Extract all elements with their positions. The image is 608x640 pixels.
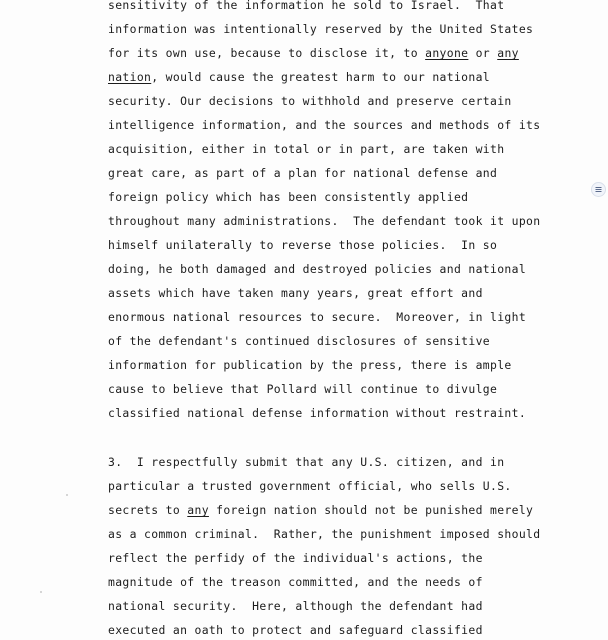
text-line — [108, 454, 504, 470]
text-line — [108, 0, 504, 13]
text-run: assets which have taken many years, great effort and — [108, 286, 483, 300]
text-run: 3. I respectfully submit that any U.S. citizen, and in — [108, 455, 505, 469]
text-run: magnitude of the treason committed, and the needs of — [108, 575, 483, 589]
text-run: enormous national resources to secure. Moreover, in light — [108, 310, 527, 324]
text-line — [108, 21, 533, 37]
text-line — [108, 285, 483, 301]
text-line — [108, 622, 483, 638]
text-run: doing, he both damaged and destroyed policies and national — [108, 262, 527, 276]
scan-speck — [40, 591, 42, 593]
text-run: of the defendant's continued disclosures of sensitive — [108, 334, 491, 348]
text-line — [108, 502, 533, 518]
text-run: classified national defense information without restraint. — [108, 406, 527, 420]
text-line — [108, 333, 490, 349]
text-run: throughout many administrations. The defendant took it upon — [108, 214, 541, 228]
text-run: security. Our decisions to withhold and preserve certain — [108, 94, 512, 108]
underlined-text: any — [187, 503, 209, 517]
text-run: himself unilaterally to reverse those policies. In so — [108, 238, 498, 252]
text-run: cause to believe that Pollard will continue to divulge — [108, 382, 498, 396]
text-line — [108, 309, 526, 325]
text-run: particular a trusted government official, who sells U.S. — [108, 479, 512, 493]
text-line — [108, 261, 526, 277]
text-line — [108, 213, 540, 229]
text-run: executed an oath to protect and safeguard classified — [108, 623, 483, 637]
side-panel-toggle-button[interactable] — [591, 182, 606, 197]
text-run: sensitivity of the information he sold to Israel. That — [108, 0, 505, 12]
text-line — [108, 189, 468, 205]
text-line — [108, 574, 483, 590]
text-line — [108, 69, 490, 85]
text-run: for its own use, because to disclose it, to — [108, 46, 426, 60]
underlined-text: anyone — [425, 46, 469, 60]
text-run: intelligence information, and the sources and methods of its — [108, 118, 541, 132]
text-run: , would cause the greatest harm to our national — [151, 70, 491, 84]
text-run: foreign policy which has been consistently applied — [108, 190, 469, 204]
text-line — [108, 550, 483, 566]
text-line — [108, 405, 526, 421]
text-line — [108, 165, 497, 181]
text-run: information was intentionally reserved by the United States — [108, 22, 534, 36]
text-line — [108, 478, 512, 494]
text-run: national security. Here, although the defendant had — [108, 599, 483, 613]
text-line — [108, 141, 504, 157]
text-line — [108, 93, 512, 109]
text-run: acquisition, either in total or in part, are taken with — [108, 142, 505, 156]
underlined-text: nation — [108, 70, 152, 84]
scan-speck — [66, 494, 68, 496]
text-line — [108, 357, 512, 373]
text-run: foreign nation should not be punished merely — [208, 503, 534, 517]
text-run: reflect the perfidy of the individual's actions, the — [108, 551, 483, 565]
text-line — [108, 381, 497, 397]
list-lines-icon — [594, 185, 603, 194]
text-run: or — [468, 46, 498, 60]
underlined-text: any — [497, 46, 519, 60]
text-line — [108, 598, 483, 614]
text-line — [108, 117, 540, 133]
text-run: secrets to — [108, 503, 188, 517]
text-run: great care, as part of a plan for national defense and — [108, 166, 498, 180]
text-run: as a common criminal. Rather, the punishment imposed should — [108, 527, 541, 541]
text-line — [108, 526, 540, 542]
text-line — [108, 237, 497, 253]
text-line — [108, 45, 519, 61]
text-run: information for publication by the press, there is ample — [108, 358, 512, 372]
